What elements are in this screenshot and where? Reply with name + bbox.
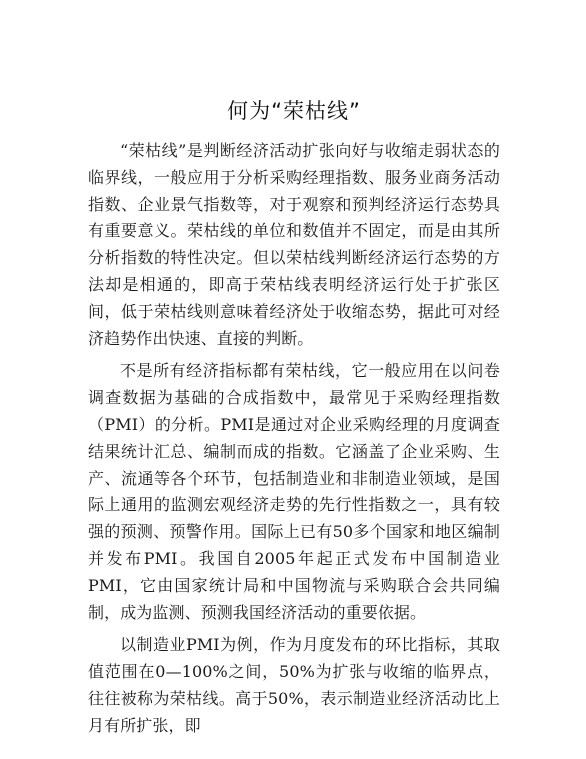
- paragraph-pmi-example: 以制造业PMI为例，作为月度发布的环比指标，其取值范围在0—100%之间，50%为扩张与收缩的临界点，往往被称为荣枯线。高于50%，表示制造业经济活动比上月有所扩张，即: [88, 635, 500, 735]
- paragraph-definition: “荣枯线”是判断经济活动扩张向好与收缩走弱状态的临界线，一般应用于分析采购经理指数、服务业商务活动指数、企业景气指数等，对于观察和预判经济运行态势具有重要意义。荣枯线的单位和数值并不固定，而是由其所分析指数的特性决定。但以荣枯线判断经济运行态势的方法却是相通的，即高于荣枯线表明经济运行处于扩张区间，低于荣枯线则意味着经济处于收缩态势，据此可对经济趋势作出快速、直接的判断。: [88, 141, 500, 348]
- document-page: [88, 96, 500, 746]
- paragraph-pmi-overview: 不是所有经济指标都有荣枯线，它一般应用在以问卷调查数据为基础的合成指数中，最常见于采购经理指数（PMI）的分析。PMI是通过对企业采购经理的月度调查结果统计汇总、编制而成的指数。它涵盖了企业采购、生产、流通等各个环节，包括制造业和非制造业领域，是国际上通用的监测宏观经济走势的先行性指数之一，具有较强的预测、预警作用。国际上已有50多个国家和地区编制并发布PMI。我国自2005年起正式发布中国制造业PMI，它由国家统计局和中国物流与采购联合会共同编制，成为监测、预测我国经济活动的重要依据。: [88, 361, 500, 622]
- document-title: 何为“荣枯线”: [227, 99, 361, 123]
